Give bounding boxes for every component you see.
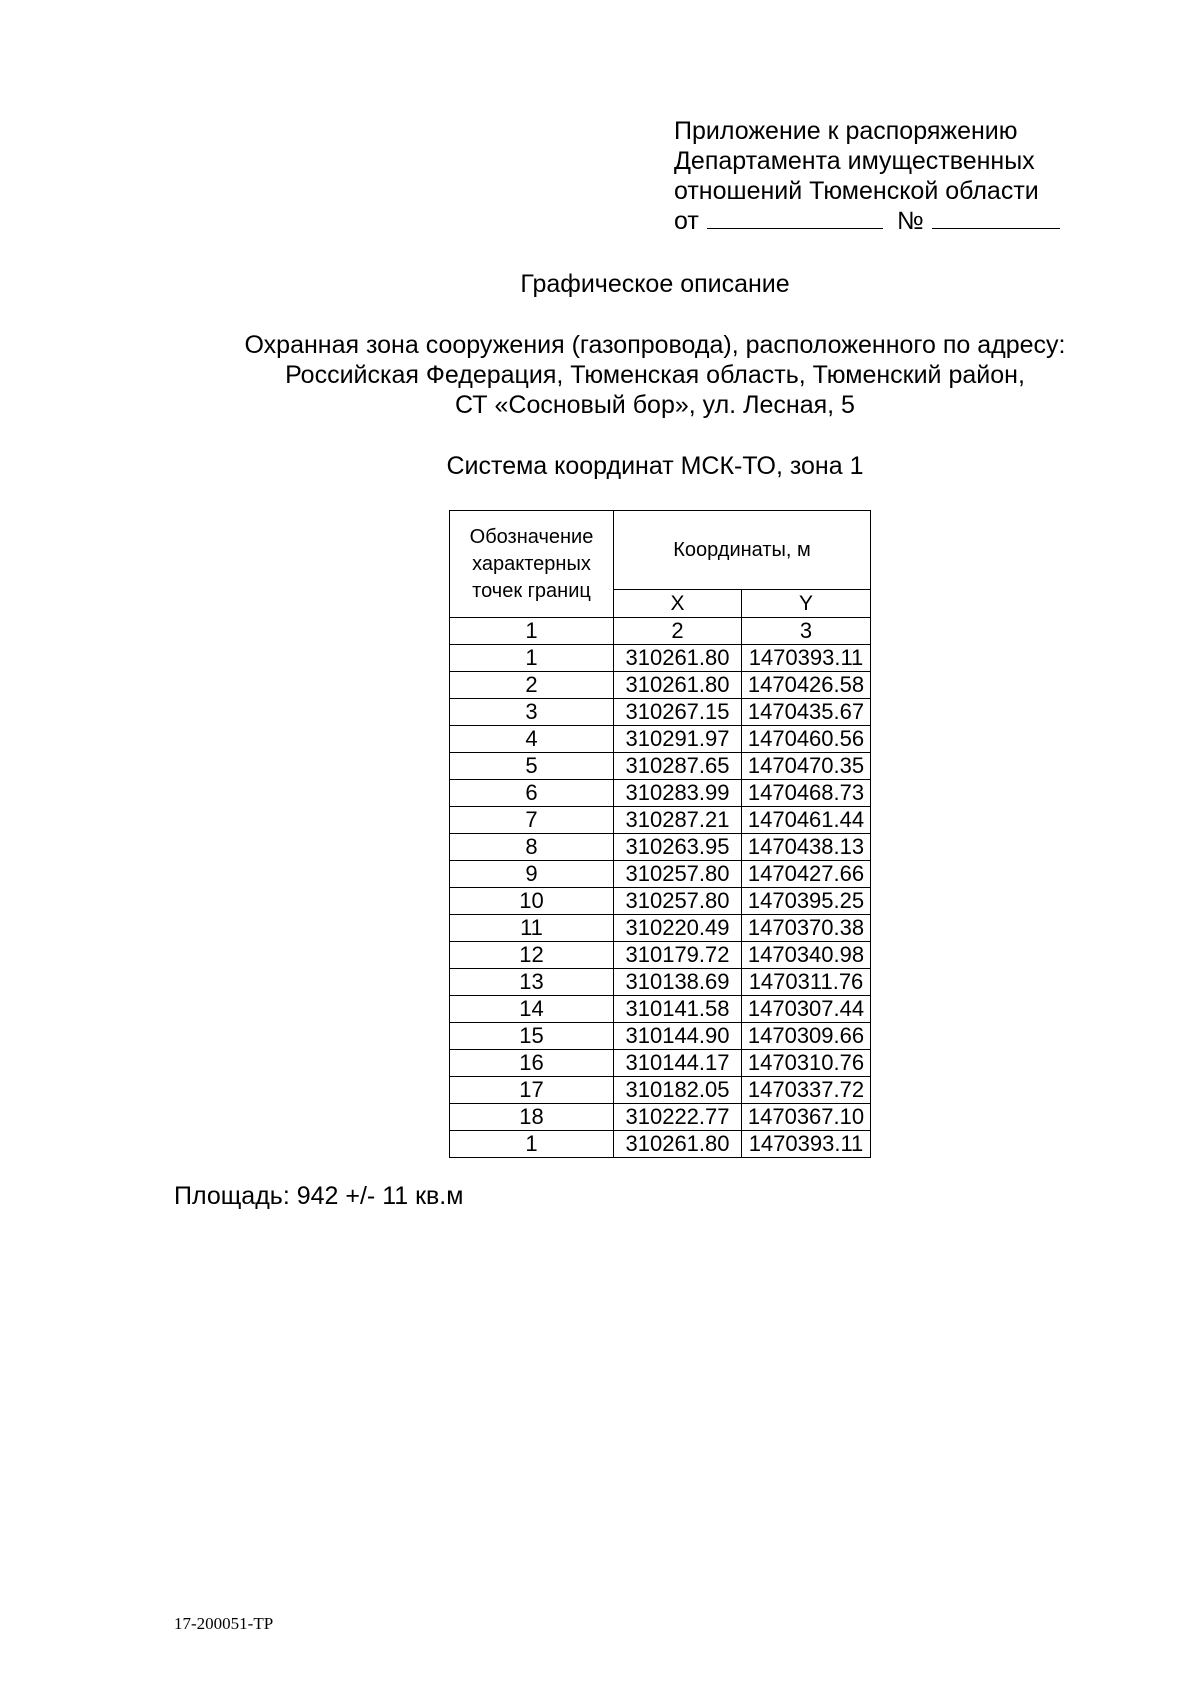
x-cell: 310220.49 (614, 915, 742, 942)
table-row (450, 672, 871, 699)
number-label: № (896, 207, 924, 235)
point-cell: 11 (450, 915, 614, 942)
number-blank-field (932, 206, 1060, 229)
table-row (450, 1104, 871, 1131)
x-cell: 310263.95 (614, 834, 742, 861)
y-cell: 1470340.98 (742, 942, 871, 969)
x-cell: 310141.58 (614, 996, 742, 1023)
table-row (450, 942, 871, 969)
zone-description-line-3: СТ «Сосновый бор», ул. Лесная, 5 (455, 391, 855, 419)
header-x: X (614, 590, 742, 618)
table-row (450, 1023, 871, 1050)
table-row (450, 753, 871, 780)
appendix-line-1: Приложение к распоряжению (674, 117, 1018, 145)
table-row (450, 726, 871, 753)
header-point-designation (450, 511, 614, 618)
table-row (450, 915, 871, 942)
table-row (450, 969, 871, 996)
header-point-line-1: Обозначение (469, 525, 594, 548)
point-cell: 1 (450, 645, 614, 672)
coordinates-table (449, 510, 871, 1158)
x-cell: 310287.65 (614, 753, 742, 780)
point-cell: 1 (450, 1131, 614, 1158)
y-cell: 1470426.58 (742, 672, 871, 699)
point-cell: 15 (450, 1023, 614, 1050)
y-cell: 1470309.66 (742, 1023, 871, 1050)
appendix-date-number-line (674, 206, 1060, 236)
index-cell-2: 2 (614, 618, 742, 645)
zone-description-line-1: Охранная зона сооружения (газопровода), расположенного по адресу: (244, 331, 1066, 359)
header-point-line-3: точек границ (472, 579, 591, 602)
x-cell: 310287.21 (614, 807, 742, 834)
date-blank-field (707, 206, 883, 229)
x-cell: 310283.99 (614, 780, 742, 807)
point-cell: 13 (450, 969, 614, 996)
y-cell: 1470395.25 (742, 888, 871, 915)
point-cell: 10 (450, 888, 614, 915)
point-cell: 16 (450, 1050, 614, 1077)
area-text: Площадь: 942 +/- 11 кв.м (174, 1182, 464, 1210)
appendix-line-3: отношений Тюменской области (674, 177, 1039, 205)
y-cell: 1470367.10 (742, 1104, 871, 1131)
x-cell: 310144.90 (614, 1023, 742, 1050)
point-cell: 8 (450, 834, 614, 861)
header-point-line-2: характерных (472, 552, 591, 575)
table-row (450, 888, 871, 915)
zone-description (0, 330, 1200, 420)
appendix-line-2: Департамента имущественных (674, 147, 1035, 175)
y-cell: 1470435.67 (742, 699, 871, 726)
header-y: Y (742, 590, 871, 618)
point-cell: 14 (450, 996, 614, 1023)
table-index-row (450, 618, 871, 645)
x-cell: 310257.80 (614, 861, 742, 888)
y-cell: 1470307.44 (742, 996, 871, 1023)
index-cell-1: 1 (450, 618, 614, 645)
x-cell: 310222.77 (614, 1104, 742, 1131)
coordinate-system: Система координат МСК-ТО, зона 1 (446, 452, 864, 480)
x-cell: 310182.05 (614, 1077, 742, 1104)
x-cell: 310257.80 (614, 888, 742, 915)
index-cell-3: 3 (742, 618, 871, 645)
point-cell: 6 (450, 780, 614, 807)
table-body (450, 618, 871, 1158)
document-code: 17-200051-ТР (174, 1614, 274, 1633)
y-cell: 1470393.11 (742, 645, 871, 672)
point-cell: 5 (450, 753, 614, 780)
y-cell: 1470337.72 (742, 1077, 871, 1104)
point-cell: 7 (450, 807, 614, 834)
table-row (450, 861, 871, 888)
y-cell: 1470370.38 (742, 915, 871, 942)
y-cell: 1470311.76 (742, 969, 871, 996)
x-cell: 310267.15 (614, 699, 742, 726)
zone-description-line-2: Российская Федерация, Тюменская область, Тюменский район, (285, 361, 1025, 389)
y-cell: 1470460.56 (742, 726, 871, 753)
y-cell: 1470461.44 (742, 807, 871, 834)
point-cell: 17 (450, 1077, 614, 1104)
table-row (450, 1131, 871, 1158)
x-cell: 310291.97 (614, 726, 742, 753)
x-cell: 310261.80 (614, 1131, 742, 1158)
point-cell: 4 (450, 726, 614, 753)
point-cell: 9 (450, 861, 614, 888)
y-cell: 1470427.66 (742, 861, 871, 888)
point-cell: 18 (450, 1104, 614, 1131)
from-label: от (674, 207, 699, 235)
table-row (450, 1050, 871, 1077)
y-cell: 1470470.35 (742, 753, 871, 780)
point-cell: 12 (450, 942, 614, 969)
y-cell: 1470468.73 (742, 780, 871, 807)
y-cell: 1470310.76 (742, 1050, 871, 1077)
point-cell: 3 (450, 699, 614, 726)
table-row (450, 1077, 871, 1104)
x-cell: 310144.17 (614, 1050, 742, 1077)
point-cell: 2 (450, 672, 614, 699)
y-cell: 1470438.13 (742, 834, 871, 861)
appendix-block (674, 116, 1060, 236)
x-cell: 310261.80 (614, 672, 742, 699)
table-header-row (450, 511, 871, 590)
y-cell: 1470393.11 (742, 1131, 871, 1158)
table-row (450, 699, 871, 726)
table-row (450, 645, 871, 672)
header-coordinates: Координаты, м (614, 511, 871, 590)
x-cell: 310138.69 (614, 969, 742, 996)
document-title: Графическое описание (520, 270, 790, 298)
x-cell: 310261.80 (614, 645, 742, 672)
table-row (450, 834, 871, 861)
table-row (450, 996, 871, 1023)
table-row (450, 807, 871, 834)
table-row (450, 780, 871, 807)
x-cell: 310179.72 (614, 942, 742, 969)
